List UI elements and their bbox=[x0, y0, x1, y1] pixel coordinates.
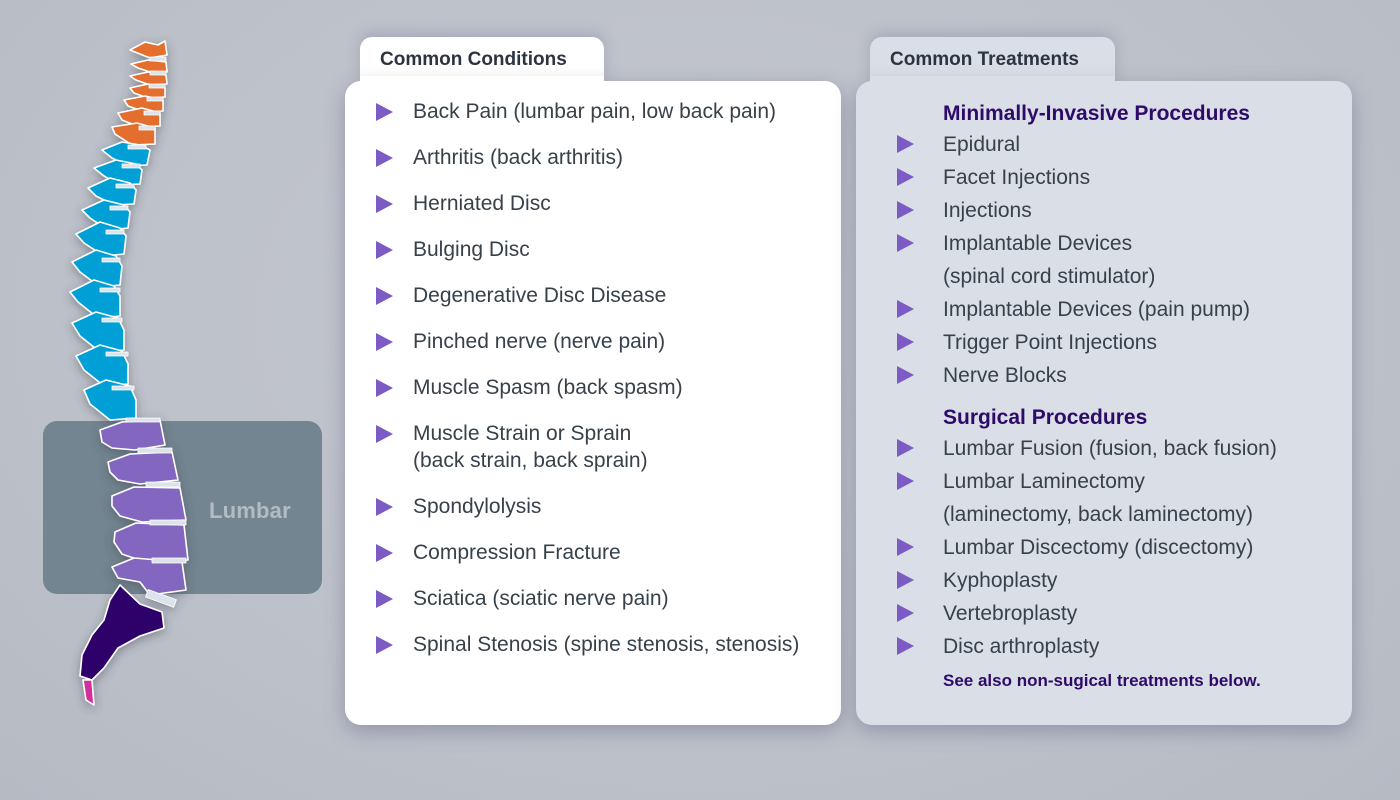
spine-illustration bbox=[0, 0, 340, 800]
play-triangle-bullet-icon bbox=[897, 300, 914, 318]
play-triangle-bullet-icon bbox=[897, 234, 914, 252]
play-triangle-bullet-icon bbox=[897, 439, 914, 457]
play-triangle-bullet-icon bbox=[376, 287, 393, 305]
play-triangle-bullet-icon bbox=[897, 168, 914, 186]
treatments-content bbox=[897, 100, 1277, 693]
play-triangle-bullet-icon bbox=[376, 333, 393, 351]
play-triangle-bullet-icon bbox=[376, 195, 393, 213]
play-triangle-bullet-icon bbox=[376, 149, 393, 167]
conditions-list bbox=[376, 98, 799, 677]
list-item[interactable]: Lumbar Fusion (fusion, back fusion) bbox=[897, 432, 1277, 465]
play-triangle-bullet-icon bbox=[897, 333, 914, 351]
play-triangle-bullet-icon bbox=[376, 379, 393, 397]
list-item[interactable]: Trigger Point Injections bbox=[897, 326, 1277, 359]
tab-join bbox=[870, 76, 1115, 92]
tab-label: Common Treatments bbox=[890, 49, 1079, 70]
play-triangle-bullet-icon bbox=[897, 538, 914, 556]
play-triangle-bullet-icon bbox=[376, 590, 393, 608]
list-item[interactable]: Muscle Strain or Sprain (back strain, back sprain) bbox=[376, 420, 799, 474]
list-item[interactable]: Epidural bbox=[897, 128, 1277, 161]
play-triangle-bullet-icon bbox=[897, 472, 914, 490]
play-triangle-bullet-icon bbox=[376, 544, 393, 562]
list-item[interactable]: Spinal Stenosis (spine stenosis, stenosis) bbox=[376, 631, 799, 658]
list-item[interactable]: Lumbar Laminectomy (laminectomy, back laminectomy) bbox=[897, 465, 1277, 531]
play-triangle-bullet-icon bbox=[376, 425, 393, 443]
play-triangle-bullet-icon bbox=[897, 604, 914, 622]
play-triangle-bullet-icon bbox=[376, 636, 393, 654]
list-item[interactable]: Disc arthroplasty bbox=[897, 630, 1277, 663]
play-triangle-bullet-icon bbox=[376, 498, 393, 516]
thoracic-vertebrae bbox=[70, 142, 150, 420]
spine-diagram-icon bbox=[0, 0, 340, 800]
lumbar-label: Lumbar bbox=[209, 498, 291, 523]
list-item[interactable]: Pinched nerve (nerve pain) bbox=[376, 328, 799, 355]
list-item[interactable]: Sciatica (sciatic nerve pain) bbox=[376, 585, 799, 612]
play-triangle-bullet-icon bbox=[376, 103, 393, 121]
non-surgical-note-link[interactable]: See also non-sugical treatments below. bbox=[943, 671, 1261, 690]
list-item[interactable]: Degenerative Disc Disease bbox=[376, 282, 799, 309]
tab-label: Common Conditions bbox=[380, 49, 567, 70]
play-triangle-bullet-icon bbox=[897, 571, 914, 589]
list-item[interactable]: Muscle Spasm (back spasm) bbox=[376, 374, 799, 401]
play-triangle-bullet-icon bbox=[897, 135, 914, 153]
list-item[interactable]: Arthritis (back arthritis) bbox=[376, 144, 799, 171]
play-triangle-bullet-icon bbox=[897, 637, 914, 655]
play-triangle-bullet-icon bbox=[376, 241, 393, 259]
play-triangle-bullet-icon bbox=[897, 201, 914, 219]
list-item[interactable]: Nerve Blocks bbox=[897, 359, 1277, 392]
section-heading-minimally-invasive: Minimally-Invasive Procedures bbox=[943, 102, 1250, 125]
list-item[interactable]: Injections bbox=[897, 194, 1277, 227]
list-item[interactable]: Implantable Devices (pain pump) bbox=[897, 293, 1277, 326]
list-item[interactable]: Spondylolysis bbox=[376, 493, 799, 520]
tab-join bbox=[360, 76, 604, 92]
play-triangle-bullet-icon bbox=[897, 366, 914, 384]
section-heading-surgical: Surgical Procedures bbox=[943, 406, 1148, 429]
list-item[interactable]: Implantable Devices (spinal cord stimulator) bbox=[897, 227, 1277, 293]
surgical-list bbox=[897, 432, 1277, 663]
minimally-invasive-list bbox=[897, 128, 1277, 392]
list-item[interactable]: Bulging Disc bbox=[376, 236, 799, 263]
list-item[interactable]: Herniated Disc bbox=[376, 190, 799, 217]
coccyx bbox=[83, 680, 94, 705]
list-item[interactable]: Kyphoplasty bbox=[897, 564, 1277, 597]
lumbar-vertebrae bbox=[100, 420, 188, 595]
list-item[interactable]: Back Pain (lumbar pain, low back pain) bbox=[376, 98, 799, 125]
list-item[interactable]: Lumbar Discectomy (discectomy) bbox=[897, 531, 1277, 564]
list-item[interactable]: Vertebroplasty bbox=[897, 597, 1277, 630]
list-item[interactable]: Facet Injections bbox=[897, 161, 1277, 194]
list-item[interactable]: Compression Fracture bbox=[376, 539, 799, 566]
